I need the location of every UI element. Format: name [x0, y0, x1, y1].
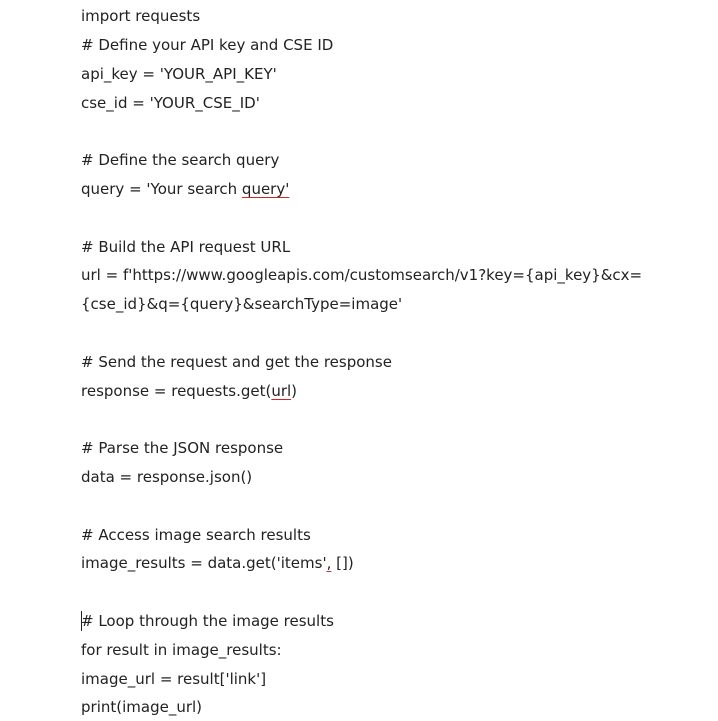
code-text: image_results = data.get('items' [81, 554, 327, 572]
code-text: response = requests.get( [81, 382, 272, 400]
code-text: ' [285, 180, 290, 198]
code-line [81, 379, 297, 403]
code-line: print(image_url) [81, 698, 203, 716]
code-comment-line: # Define your API key and CSE ID [81, 36, 334, 54]
spellcheck-word[interactable]: , [326, 554, 332, 572]
code-line: import requests [81, 7, 201, 25]
spellcheck-word[interactable]: url [271, 382, 292, 400]
code-line [81, 551, 354, 575]
code-text: []) [331, 554, 354, 572]
spellcheck-word[interactable]: query [241, 180, 286, 198]
code-line [81, 177, 289, 201]
code-comment-line: # Send the request and get the response [81, 353, 392, 371]
code-line: image_url = result['link'] [81, 670, 267, 688]
code-line: cse_id = 'YOUR_CSE_ID' [81, 94, 260, 112]
code-comment-line: # Parse the JSON response [81, 439, 284, 457]
code-comment-line: # Loop through the image results [81, 612, 334, 630]
code-comment-line: # Define the search query [81, 151, 280, 169]
code-line: for result in image_results: [81, 641, 282, 659]
code-comment-line: # Build the API request URL [81, 238, 291, 256]
code-comment-line: # Access image search results [81, 526, 311, 544]
code-line: api_key = 'YOUR_API_KEY' [81, 65, 277, 83]
code-line: data = response.json() [81, 468, 253, 486]
code-text: ) [291, 382, 298, 400]
code-text: query = 'Your search [81, 180, 242, 198]
code-line: url = f'https://www.googleapis.com/customsearch/v1?key={api_key}&cx= [81, 266, 643, 284]
code-line: {cse_id}&q={query}&searchType=image' [81, 295, 403, 313]
